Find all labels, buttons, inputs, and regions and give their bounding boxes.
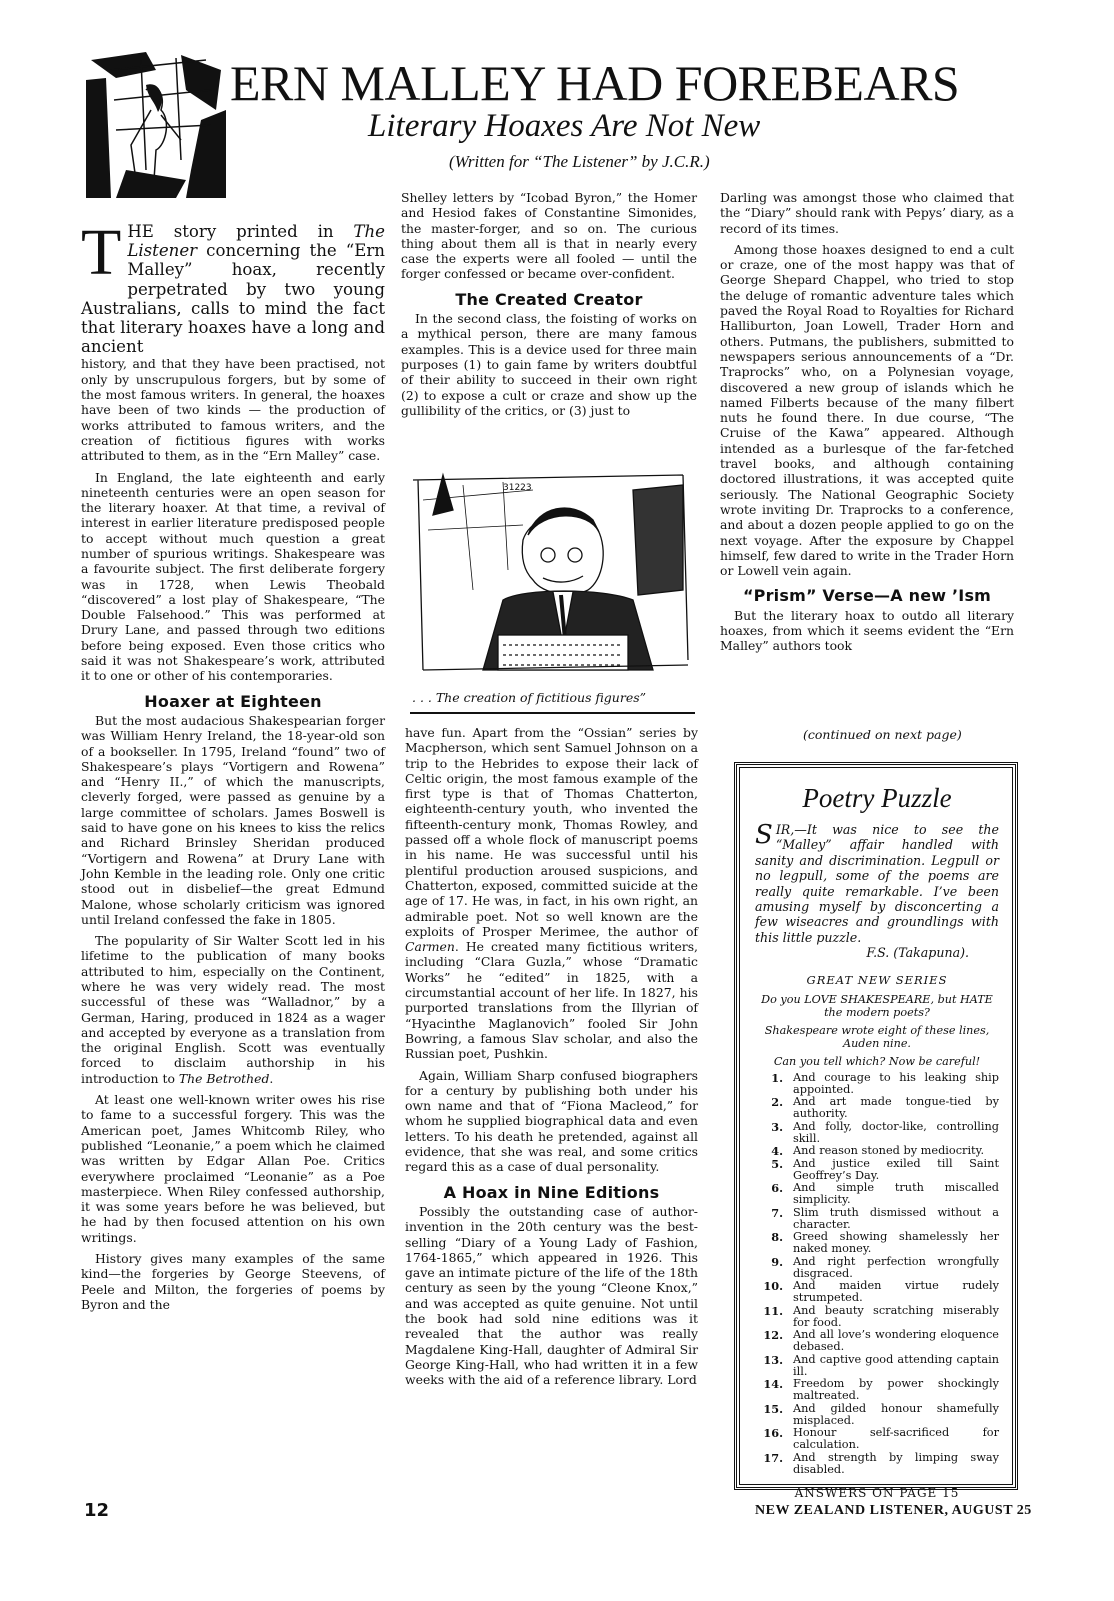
puzzle-line: [755, 1207, 999, 1231]
svg-text:31223: 31223: [503, 483, 532, 493]
line-text: And right perfection wrongfully disgraced.: [793, 1254, 999, 1280]
puzzle-line: [755, 1231, 999, 1255]
line-text: And folly, doctor-like, controlling skill.: [793, 1119, 999, 1145]
letter-text: IR,—It was nice to see the “Malley” affair handled with sanity and discrimination. Legpull or no legpull, some of the poems are really quite remarkable. I’ve been amusing myself by disconcerting a few wiseacres and groundlings with this little puzzle.: [755, 822, 999, 945]
letter: [755, 822, 999, 945]
puzzle-line: [755, 1305, 999, 1329]
typewriter-illustration: [403, 470, 695, 690]
continued-note: (continued on next page): [803, 727, 962, 742]
column-2-continued: [405, 725, 698, 1393]
line-number: 7.: [771, 1205, 783, 1220]
line-number: 14.: [763, 1377, 783, 1392]
line-number: 12.: [763, 1328, 783, 1343]
puzzle-line: [755, 1256, 999, 1280]
drop-cap: T: [81, 216, 122, 289]
puzzle-line: [755, 1378, 999, 1402]
letter-drop-cap: S: [755, 820, 773, 850]
puzzle-line: [755, 1403, 999, 1427]
line-text: And reason stoned by mediocrity.: [793, 1144, 985, 1158]
line-text: Greed showing shamelessly her naked money.: [793, 1230, 999, 1256]
line-number: 9.: [771, 1254, 783, 1269]
line-number: 3.: [771, 1119, 783, 1134]
paragraph: Again, William Sharp confused biographers for a century by publishing both under his own name and that of “Fiona Macleod,” for whom he supplied biographical data and even letters. To his death he pretended, against all evidence, that she was real, and some critics regard this as a case of dual personality.: [405, 1067, 698, 1175]
column-3: [720, 190, 1014, 660]
column-2: [401, 190, 697, 424]
illustration-caption: . . . The creation of fictitious figures”: [412, 690, 647, 705]
paragraph: In England, the late eighteenth and early nineteenth centuries were an open season for the literary hoaxer. At that time, a revival of interest in earlier literature predisposed people to accept without much question a great number of spurious writings. Shakespeare was a favourite subject. The first deliberate forgery was in 1728, when Lewis Theobald “discovered” a lost play of Shakespeare, “The Double Falsehood.” This was performed at Drury Lane, and passed through two editions before being exposed. Even those critics who said it was not Shakespeare’s work, attributed it to one or other of his contemporaries.: [81, 469, 385, 684]
puzzle-line: [755, 1096, 999, 1120]
line-number: 8.: [771, 1230, 783, 1245]
intro-italic: The Listener: [127, 222, 385, 261]
line-text: Freedom by power shockingly maltreated.: [793, 1377, 999, 1403]
paragraph-text: have fun. Apart from the “Ossian” series by Macpherson, which sent Samuel Johnson on a trip to the Hebrides to expose their lack of Celtic origin, the most famous example of the first type is that of Thomas Chatterton, eighteenth-century youth, who invented the fifteenth-century monk, Thomas Rowley, and passed off a whole flock of manuscript poems in his name. He was successful until his plentiful production aroused suspicions, and Chatterton, exposed, committed suicide at the age of 17. He was, in fact, in his own right, an admirable poet. Not so well known are the exploits of Prosper Merimee, the author of: [405, 725, 698, 939]
paragraph: In the second class, the foisting of works on a mythical person, there are many famous examples. This is a device used for three main purposes (1) to gain fame by writers doubtful of their ability to succeed in their own right (2) to expose a cult or craze and show up the gullibility of the critics, or (3) just to: [401, 311, 697, 418]
puzzle-line: [755, 1145, 999, 1157]
section-heading: “Prism” Verse—A new ’Ism: [742, 586, 992, 606]
signature: F.S. (Takapuna).: [866, 945, 969, 961]
puzzle-lines: [755, 1072, 999, 1476]
headline: ERN MALLEY HAD FOREBEARS: [230, 55, 960, 111]
paragraph-text: . He created many fictitious writers, including “Clara Guzla,” whose “Dramatic Works” he “edited” in 1825, with a circumstantial account of her life. In 1827, his purported translations from the Illyrian of “Hyacinthe Maglanovich” fooled Sir John Bowring, a famous Slav scholar, and also the Russian poet, Pushkin.: [405, 939, 698, 1062]
book-title: Carmen: [405, 939, 455, 955]
puzzle-line: [755, 1121, 999, 1145]
line-number: 6.: [771, 1181, 783, 1196]
line-text: Slim truth dismissed without a character.: [793, 1205, 999, 1231]
paragraph: history, and that they have been practised, not only by unscrupulous forgers, but by some of the most famous writers. In general, the hoaxes have been of two kinds — the production of works attributed to famous writers, and the creation of fictitious figures with works attributed to them, as in the “Ern Malley” case.: [81, 356, 385, 464]
line-text: And strength by limping sway disabled.: [793, 1450, 999, 1476]
column-rule: [410, 712, 695, 714]
puzzle-line: [755, 1158, 999, 1182]
paragraph: At least one well-known writer owes his rise to fame to a successful forgery. This was the American poet, James Whitcomb Riley, who published “Leonanie,” a poem which he claimed was written by Edgar Allan Poe. Critics everywhere proclaimed “Leonanie” as a Poe masterpiece. When Riley confessed authorship, it was some years before he was believed, but he had by then focused attention on his own writings.: [81, 1092, 385, 1245]
line-text: And all love’s wondering eloquence debased.: [793, 1328, 999, 1354]
paragraph: [81, 933, 385, 1086]
puzzle-line: [755, 1280, 999, 1304]
page-number: 12: [84, 1500, 110, 1521]
intro-text: concerning the “Ern Malley” hoax, recently perpetrated by two young Australians, calls to mind the fact that literary hoaxes have a long and ancient: [81, 241, 385, 357]
intro-lead: [81, 216, 385, 357]
book-title: The Betrothed: [178, 1070, 270, 1086]
paragraph: Among those hoaxes designed to end a cult or craze, one of the most happy was that of George Shepard Chappel, who tried to stop the deluge of romantic adventure tales which paved the Royal Road to Royalties for Richard Halliburton, Joan Lowell, Trader Horn and others. Putmans, the publishers, submitted to newspapers serious announcements of a “Dr. Traprocks” who, on a Polynesian voyage, discovered a new group of islands which he named Filberts because of the many filbert nuts he found there. In due course, “The Cruise of the Kawa” appeared. Although intended as a burlesque of the far-fetched travel books, and although containing doctored illustrations, it was accepted quite seriously. The National Geographic Society wrote inviting Dr. Traprocks to a conference, and about a dozen people applied to go on the next voyage. After the exposure by Chappel himself, few dared to write in the Trader Horn or Lowell vein again.: [720, 241, 1014, 579]
subheadline: Literary Hoaxes Are Not New: [368, 108, 761, 144]
puzzle-line: [755, 1182, 999, 1206]
paragraph: History gives many examples of the same kind—the forgeries by George Steevens, of Peele and Milton, the forgeries of poems by Byron and the: [81, 1251, 385, 1312]
line-number: 10.: [763, 1279, 783, 1294]
question: Do you LOVE SHAKESPEARE, but HATE the modern poets?: [761, 992, 993, 1019]
line-number: 16.: [763, 1426, 783, 1441]
line-text: And gilded honour shamefully misplaced.: [793, 1401, 999, 1427]
paragraph: Darling was amongst those who claimed that the “Diary” should rank with Pepys’ diary, as a record of its times.: [720, 190, 1014, 236]
byline: (Written for “The Listener” by J.C.R.): [449, 152, 710, 171]
puzzle-line: [755, 1354, 999, 1378]
header-illustration: [86, 50, 226, 198]
line-text: And art made tongue-tied by authority.: [793, 1095, 999, 1121]
poetry-puzzle-box: [734, 762, 1018, 1500]
section-heading: A Hoax in Nine Editions: [443, 1182, 660, 1202]
line-number: 5.: [771, 1156, 783, 1171]
intro-text: HE story printed in: [127, 222, 354, 241]
line-number: 17.: [763, 1450, 783, 1465]
line-number: 13.: [763, 1352, 783, 1367]
paragraph: [405, 725, 698, 1062]
puzzle-title: Poetry Puzzle: [802, 783, 952, 813]
line-text: And maiden virtue rudely strumpeted.: [793, 1279, 999, 1305]
line-text: And justice exiled till Saint Geoffrey’s Day.: [793, 1156, 999, 1182]
puzzle-line: [755, 1427, 999, 1451]
line-text: And beauty scratching miserably for food.: [793, 1303, 999, 1329]
paragraph-text: .: [269, 1070, 274, 1086]
puzzle-line: [755, 1452, 999, 1476]
line-text: And courage to his leaking ship appointed.: [793, 1070, 999, 1096]
paragraph: Shelley letters by “Icobad Byron,” the Homer and Hesiod fakes of Constantine Simonides, the master-forger, and so on. The curious thing about them all is that in nearly every case the experts were all fooled — until the forger confessed or became over-confident.: [401, 190, 697, 282]
series-heading: GREAT NEW SERIES: [806, 972, 948, 987]
paragraph: But the literary hoax to outdo all literary hoaxes, from which it seems evident the “Ern Malley” authors took: [720, 607, 1014, 654]
line-number: 4.: [771, 1144, 783, 1159]
line-number: 1.: [771, 1070, 783, 1085]
line-number: 11.: [763, 1303, 783, 1318]
line-text: Honour self-sacrificed for calculation.: [793, 1426, 999, 1452]
challenge: Can you tell which? Now be careful!: [773, 1054, 981, 1068]
paragraph-text: The popularity of Sir Walter Scott led in his lifetime to the publication of many books attributed to him, especially on the Continent, where he was very widely read. The most successful of these was “Walladnor,” by a German, Haring, produced in 1824 as a wager and accepted by everyone as a translation from the original English. Scott was eventually forced to disclaim authorship in his introduction to: [81, 933, 385, 1086]
paragraph: But the most audacious Shakespearian forger was William Henry Ireland, the 18-year-old son of a bookseller. In 1795, Ireland “found” two of Shakespeare’s plays “Vortigern and Rowena” and “Henry II.,” of which the manuscripts, cleverly forged, were passed as genuine by a large committee of scholars. James Boswell is said to have gone on his knees to kiss the relics and Richard Brinsley Sheridan produced “Vortigern and Rowena” at Drury Lane with John Kemble in the leading role. Only one critic stood out in disbelief—the great Edmund Malone, whose scholarly criticism was ignored until Ireland confessed the fake in 1805.: [81, 712, 385, 927]
note: Shakespeare wrote eight of these lines, Auden nine.: [764, 1023, 990, 1050]
line-number: 2.: [771, 1095, 783, 1110]
puzzle-line: [755, 1329, 999, 1353]
column-1: [81, 216, 385, 1318]
section-heading: Hoaxer at Eighteen: [144, 691, 322, 711]
puzzle-line: [755, 1072, 999, 1096]
answers-note: ANSWERS ON PAGE 15: [794, 1485, 960, 1500]
paragraph: Possibly the outstanding case of author-invention in the 20th century was the best-selling “Diary of a Young Lady of Fashion, 1764-1865,” which appeared in 1926. This gave an intimate picture of the life of the 18th century as seen by the young “Cleone Knox,” and was accepted as quite genuine. Not until the book had sold nine editions was it revealed that the author was really Magdalene King-Hall, daughter of Admiral Sir George King-Hall, who had written it in a few weeks with the aid of a reference library. Lord: [405, 1203, 698, 1388]
line-text: And captive good attending captain ill.: [793, 1352, 999, 1378]
line-number: 15.: [763, 1401, 783, 1416]
section-heading: The Created Creator: [455, 289, 643, 309]
line-text: And simple truth miscalled simplicity.: [793, 1181, 999, 1207]
publication-footer: NEW ZEALAND LISTENER, AUGUST 25: [755, 1503, 1032, 1518]
